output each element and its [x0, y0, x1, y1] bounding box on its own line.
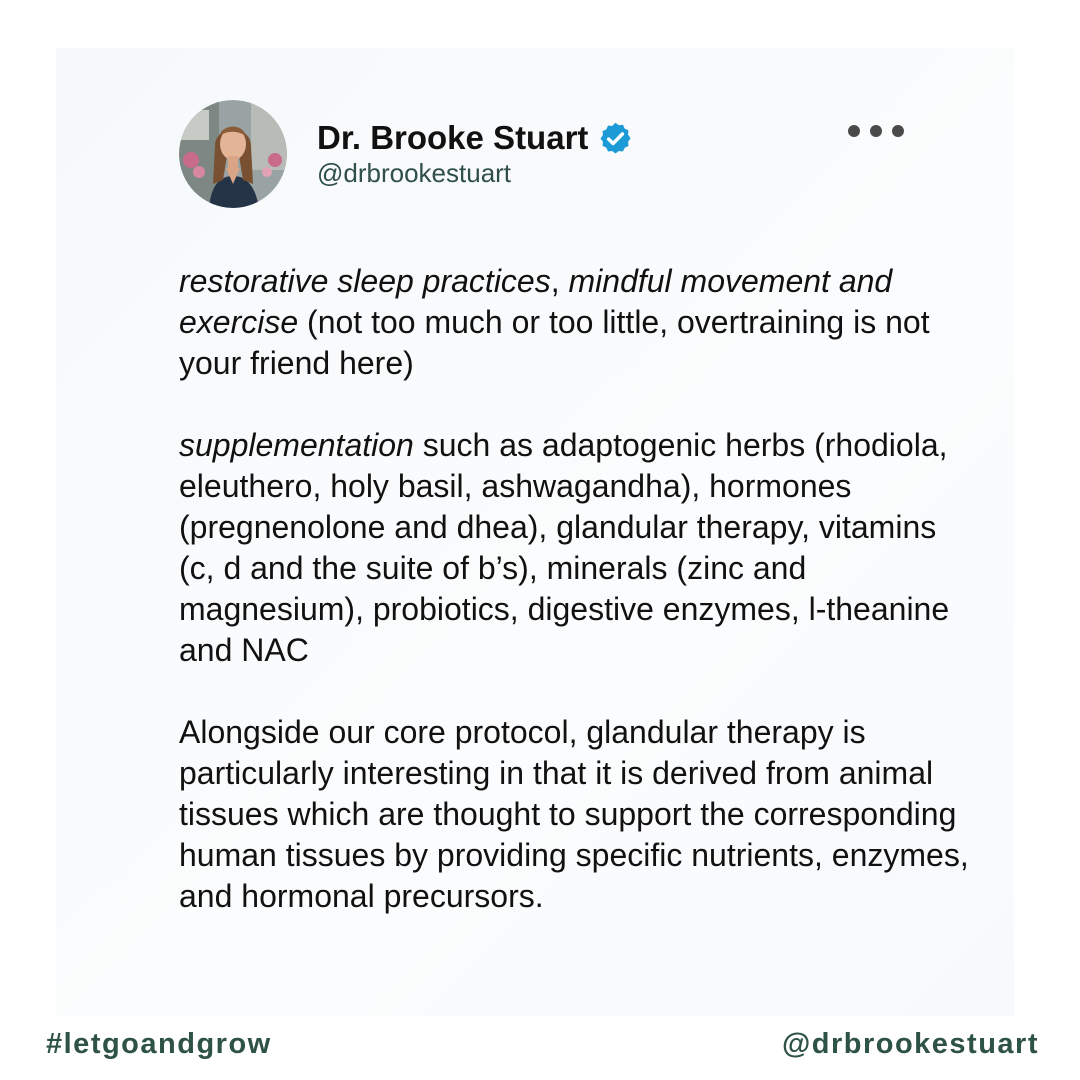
paragraph-1-text: (not too much or too little, overtraining is not your friend here) [179, 304, 930, 381]
post-paragraph-1 [179, 261, 969, 384]
avatar[interactable] [179, 100, 287, 208]
author-handle[interactable]: @drbrookestuart [317, 158, 512, 188]
dot [870, 125, 882, 137]
post-card [56, 48, 1014, 1016]
author-row [317, 118, 633, 158]
author-name[interactable]: Dr. Brooke Stuart [317, 119, 589, 156]
emphasis-movement: mindful movement and exercise [179, 263, 893, 340]
post-body [179, 261, 969, 917]
footer-handle: @drbrookestuart [781, 1028, 1039, 1060]
separator: , [550, 263, 569, 299]
emphasis-sleep: restorative sleep practices [179, 263, 551, 299]
dot [848, 125, 860, 137]
post-paragraph-2 [179, 425, 969, 671]
emphasis-supplementation: supplementation [179, 427, 414, 463]
footer-hashtag: #letgoandgrow [46, 1028, 272, 1060]
post-paragraph-3: Alongside our core protocol, glandular therapy is particularly interesting in that it is derived from animal tissues which are thought to support the corresponding human tissues by providing specific nutrients, enzymes, and hormonal precursors. [179, 714, 969, 914]
verified-badge-icon [598, 121, 633, 156]
more-options-icon[interactable] [848, 124, 904, 138]
profile-photo [179, 100, 287, 208]
dot [892, 125, 904, 137]
paragraph-2-text: such as adaptogenic herbs (rhodiola, eleuthero, holy basil, ashwagandha), hormones (pregnenolone and dhea), glandular therapy, vitamins (c, d and the suite of b’s), minerals (zinc and magnesium), probiotics, digestive enzymes, l-theanine and NAC [179, 427, 950, 668]
